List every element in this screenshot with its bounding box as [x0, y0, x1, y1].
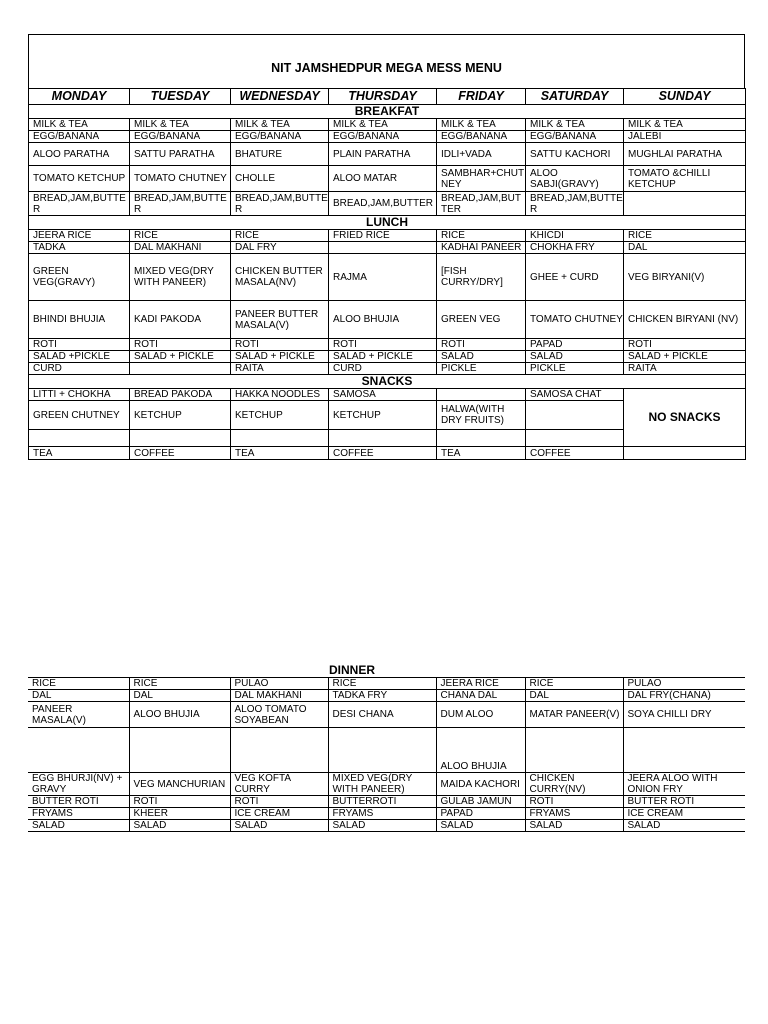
snacks-cell: SAMOSA CHAT — [526, 389, 624, 401]
dinner-cell — [328, 728, 436, 773]
breakfast-cell: BREAD,JAM,BUTTER — [437, 192, 526, 216]
lunch-cell: RICE — [437, 230, 526, 242]
breakfast-cell: JALEBI — [624, 131, 746, 143]
lunch-cell: ROTI — [329, 339, 437, 351]
dinner-cell: EGG BHURJI(NV) + GRAVY — [28, 773, 129, 796]
dinner-cell: ALOO BHUJIA — [129, 702, 230, 728]
snacks-cell: SAMOSA — [329, 389, 437, 401]
dinner-cell: ROTI — [230, 796, 328, 808]
lunch-cell: CURD — [329, 363, 437, 375]
dinner-cell: KHEER — [129, 808, 230, 820]
lunch-cell: TOMATO CHUTNEY — [526, 301, 624, 339]
dinner-cell: ROTI — [129, 796, 230, 808]
dinner-cell: BUTTER ROTI — [623, 796, 745, 808]
lunch-row — [29, 230, 746, 242]
lunch-cell: DAL MAKHANI — [130, 242, 231, 254]
lunch-cell: BHINDI BHUJIA — [29, 301, 130, 339]
dinner-cell: PULAO — [230, 678, 328, 690]
day-header-tuesday: TUESDAY — [130, 89, 231, 105]
dinner-cell: VEG MANCHURIAN — [129, 773, 230, 796]
snacks-row — [29, 447, 746, 460]
lunch-cell: GREEN VEG — [437, 301, 526, 339]
dinner-cell: ICE CREAM — [623, 808, 745, 820]
breakfast-cell: MILK & TEA — [624, 119, 746, 131]
dinner-cell: BUTTERROTI — [328, 796, 436, 808]
breakfast-cell: BREAD,JAM,BUTTER — [526, 192, 624, 216]
dinner-cell: RICE — [328, 678, 436, 690]
lunch-section-heading: LUNCH — [29, 216, 746, 230]
dinner-cell: DESI CHANA — [328, 702, 436, 728]
lunch-cell: SALAD + PICKLE — [329, 351, 437, 363]
day-header-thursday: THURSDAY — [329, 89, 437, 105]
lunch-cell: CURD — [29, 363, 130, 375]
lunch-cell: RAITA — [231, 363, 329, 375]
dinner-row — [28, 702, 745, 728]
menu-title: NIT JAMSHEDPUR MEGA MESS MENU — [271, 61, 502, 75]
snacks-cell: BREAD PAKODA — [130, 389, 231, 401]
dinner-cell: JEERA ALOO WITH ONION FRY — [623, 773, 745, 796]
snacks-cell — [437, 389, 526, 401]
lunch-cell: ROTI — [437, 339, 526, 351]
lunch-row — [29, 242, 746, 254]
snacks-row — [29, 389, 746, 401]
breakfast-cell: CHOLLE — [231, 166, 329, 192]
dinner-cell: ICE CREAM — [230, 808, 328, 820]
breakfast-section-heading: BREAKFAT — [29, 105, 746, 119]
dinner-cell: MAIDA KACHORI — [436, 773, 525, 796]
snacks-cell — [329, 430, 437, 447]
dinner-cell: RICE — [28, 678, 129, 690]
dinner-cell: DAL FRY(CHANA) — [623, 690, 745, 702]
lunch-cell: RICE — [231, 230, 329, 242]
dinner-cell: GULAB JAMUN — [436, 796, 525, 808]
dinner-cell: FRYAMS — [525, 808, 623, 820]
dinner-cell: VEG KOFTA CURRY — [230, 773, 328, 796]
breakfast-row — [29, 192, 746, 216]
dinner-row — [28, 808, 745, 820]
day-header-wednesday: WEDNESDAY — [231, 89, 329, 105]
dinner-cell: CHICKEN CURRY(NV) — [525, 773, 623, 796]
dinner-cell: SALAD — [436, 820, 525, 832]
dinner-cell: DAL — [28, 690, 129, 702]
dinner-cell: DAL — [129, 690, 230, 702]
lunch-cell: RICE — [130, 230, 231, 242]
lunch-row — [29, 351, 746, 363]
lunch-cell: RAJMA — [329, 254, 437, 301]
no-snacks-label: NO SNACKS — [624, 389, 746, 447]
dinner-cell: BUTTER ROTI — [28, 796, 129, 808]
snacks-cell — [130, 430, 231, 447]
dinner-cell: JEERA RICE — [436, 678, 525, 690]
snacks-section-heading: SNACKS — [29, 375, 746, 389]
breakfast-row — [29, 143, 746, 166]
breakfast-cell: IDLI+VADA — [437, 143, 526, 166]
dinner-table — [28, 677, 745, 832]
dinner-cell: SALAD — [623, 820, 745, 832]
breakfast-cell: EGG/BANANA — [130, 131, 231, 143]
snacks-cell: COFFEE — [526, 447, 624, 460]
snacks-cell: KETCHUP — [130, 401, 231, 430]
breakfast-cell: MILK & TEA — [329, 119, 437, 131]
dinner-row — [28, 773, 745, 796]
dinner-cell — [230, 728, 328, 773]
weekly-menu-table — [28, 88, 746, 460]
breakfast-cell: MILK & TEA — [29, 119, 130, 131]
breakfast-cell: EGG/BANANA — [526, 131, 624, 143]
breakfast-cell: PLAIN PARATHA — [329, 143, 437, 166]
day-header-saturday: SATURDAY — [526, 89, 624, 105]
dinner-row — [28, 728, 745, 773]
dinner-cell — [525, 728, 623, 773]
breakfast-cell: MILK & TEA — [231, 119, 329, 131]
breakfast-row — [29, 166, 746, 192]
snacks-cell — [437, 430, 526, 447]
lunch-row — [29, 363, 746, 375]
breakfast-cell: MILK & TEA — [526, 119, 624, 131]
breakfast-cell: SATTU KACHORI — [526, 143, 624, 166]
breakfast-cell: BREAD,JAM,BUTTER — [29, 192, 130, 216]
dinner-cell: MATAR PANEER(V) — [525, 702, 623, 728]
lunch-cell: DAL FRY — [231, 242, 329, 254]
snacks-cell — [231, 430, 329, 447]
breakfast-cell: EGG/BANANA — [329, 131, 437, 143]
dinner-row — [28, 678, 745, 690]
lunch-cell: SALAD + PICKLE — [231, 351, 329, 363]
lunch-cell: DAL — [624, 242, 746, 254]
dinner-cell: ROTI — [525, 796, 623, 808]
lunch-cell: PAPAD — [526, 339, 624, 351]
breakfast-cell: MUGHLAI PARATHA — [624, 143, 746, 166]
dinner-cell: SALAD — [525, 820, 623, 832]
breakfast-section-row — [29, 105, 746, 119]
snacks-cell — [526, 430, 624, 447]
dinner-row — [28, 690, 745, 702]
breakfast-cell: ALOO SABJI(GRAVY) — [526, 166, 624, 192]
breakfast-cell: ALOO PARATHA — [29, 143, 130, 166]
dinner-cell: SALAD — [129, 820, 230, 832]
dinner-row — [28, 820, 745, 832]
lunch-cell: ROTI — [624, 339, 746, 351]
dinner-cell: SALAD — [28, 820, 129, 832]
dinner-cell: SOYA CHILLI DRY — [623, 702, 745, 728]
lunch-cell: ROTI — [29, 339, 130, 351]
lunch-cell: CHICKEN BIRYANI (NV) — [624, 301, 746, 339]
lunch-section-row — [29, 216, 746, 230]
lunch-row — [29, 339, 746, 351]
breakfast-cell: TOMATO KETCHUP — [29, 166, 130, 192]
lunch-cell: TADKA — [29, 242, 130, 254]
lunch-cell: SALAD — [526, 351, 624, 363]
breakfast-cell: SAMBHAR+CHUTNEY — [437, 166, 526, 192]
breakfast-row — [29, 131, 746, 143]
breakfast-cell: BHATURE — [231, 143, 329, 166]
snacks-section-row — [29, 375, 746, 389]
lunch-cell: SALAD + PICKLE — [130, 351, 231, 363]
lunch-cell: SALAD — [437, 351, 526, 363]
day-header-friday: FRIDAY — [437, 89, 526, 105]
breakfast-cell: BREAD,JAM,BUTTER — [231, 192, 329, 216]
lunch-row — [29, 301, 746, 339]
dinner-cell — [28, 728, 129, 773]
lunch-cell: RAITA — [624, 363, 746, 375]
snacks-cell — [29, 430, 130, 447]
lunch-cell: SALAD +PICKLE — [29, 351, 130, 363]
lunch-cell: RICE — [624, 230, 746, 242]
breakfast-cell: SATTU PARATHA — [130, 143, 231, 166]
lunch-cell: [FISH CURRY/DRY] — [437, 254, 526, 301]
lunch-cell: CHICKEN BUTTER MASALA(NV) — [231, 254, 329, 301]
snacks-cell — [526, 401, 624, 430]
lunch-cell: MIXED VEG(DRY WITH PANEER) — [130, 254, 231, 301]
snacks-cell: KETCHUP — [231, 401, 329, 430]
breakfast-cell: TOMATO &CHILLI KETCHUP — [624, 166, 746, 192]
lunch-row — [29, 254, 746, 301]
lunch-cell: PICKLE — [526, 363, 624, 375]
dinner-cell: PULAO — [623, 678, 745, 690]
snacks-cell: KETCHUP — [329, 401, 437, 430]
breakfast-cell: EGG/BANANA — [29, 131, 130, 143]
day-header-monday: MONDAY — [29, 89, 130, 105]
day-header-sunday: SUNDAY — [624, 89, 746, 105]
dinner-cell: ALOO TOMATO SOYABEAN — [230, 702, 328, 728]
lunch-cell: ROTI — [130, 339, 231, 351]
menu-title-box — [28, 34, 745, 88]
day-header-row — [29, 89, 746, 105]
lunch-cell: KADI PAKODA — [130, 301, 231, 339]
breakfast-cell: MILK & TEA — [437, 119, 526, 131]
breakfast-cell: TOMATO CHUTNEY — [130, 166, 231, 192]
dinner-cell: PAPAD — [436, 808, 525, 820]
snacks-cell: LITTI + CHOKHA — [29, 389, 130, 401]
lunch-cell: GHEE + CURD — [526, 254, 624, 301]
snacks-cell: HALWA(WITH DRY FRUITS) — [437, 401, 526, 430]
dinner-cell: CHANA DAL — [436, 690, 525, 702]
snacks-cell: COFFEE — [329, 447, 437, 460]
breakfast-cell: BREAD,JAM,BUTTER — [130, 192, 231, 216]
breakfast-cell: EGG/BANANA — [437, 131, 526, 143]
breakfast-cell: ALOO MATAR — [329, 166, 437, 192]
dinner-cell: DUM ALOO — [436, 702, 525, 728]
breakfast-cell: EGG/BANANA — [231, 131, 329, 143]
dinner-cell: RICE — [525, 678, 623, 690]
lunch-cell: ROTI — [231, 339, 329, 351]
dinner-cell: RICE — [129, 678, 230, 690]
snacks-cell: TEA — [29, 447, 130, 460]
lunch-cell: KADHAI PANEER — [437, 242, 526, 254]
breakfast-cell — [624, 192, 746, 216]
lunch-cell: ALOO BHUJIA — [329, 301, 437, 339]
lunch-cell: JEERA RICE — [29, 230, 130, 242]
lunch-cell: KHICDI — [526, 230, 624, 242]
dinner-cell — [129, 728, 230, 773]
lunch-cell — [329, 242, 437, 254]
dinner-cell: FRYAMS — [328, 808, 436, 820]
lunch-cell: PICKLE — [437, 363, 526, 375]
snacks-cell: TEA — [437, 447, 526, 460]
dinner-heading: DINNER — [328, 663, 375, 677]
dinner-cell: PANEER MASALA(V) — [28, 702, 129, 728]
dinner-cell: ALOO BHUJIA — [436, 728, 525, 773]
snacks-cell: TEA — [231, 447, 329, 460]
dinner-cell: TADKA FRY — [328, 690, 436, 702]
breakfast-row — [29, 119, 746, 131]
lunch-cell — [130, 363, 231, 375]
dinner-cell: FRYAMS — [28, 808, 129, 820]
dinner-cell: MIXED VEG(DRY WITH PANEER) — [328, 773, 436, 796]
dinner-cell: DAL MAKHANI — [230, 690, 328, 702]
lunch-cell: PANEER BUTTER MASALA(V) — [231, 301, 329, 339]
breakfast-cell: BREAD,JAM,BUTTER — [329, 192, 437, 216]
snacks-cell — [624, 447, 746, 460]
dinner-row — [28, 796, 745, 808]
lunch-cell: FRIED RICE — [329, 230, 437, 242]
snacks-cell: GREEN CHUTNEY — [29, 401, 130, 430]
lunch-cell: GREEN VEG(GRAVY) — [29, 254, 130, 301]
dinner-cell — [623, 728, 745, 773]
dinner-cell: DAL — [525, 690, 623, 702]
lunch-cell: CHOKHA FRY — [526, 242, 624, 254]
dinner-cell: SALAD — [328, 820, 436, 832]
dinner-cell: SALAD — [230, 820, 328, 832]
lunch-cell: SALAD + PICKLE — [624, 351, 746, 363]
lunch-cell: VEG BIRYANI(V) — [624, 254, 746, 301]
breakfast-cell: MILK & TEA — [130, 119, 231, 131]
snacks-cell: COFFEE — [130, 447, 231, 460]
snacks-cell: HAKKA NOODLES — [231, 389, 329, 401]
